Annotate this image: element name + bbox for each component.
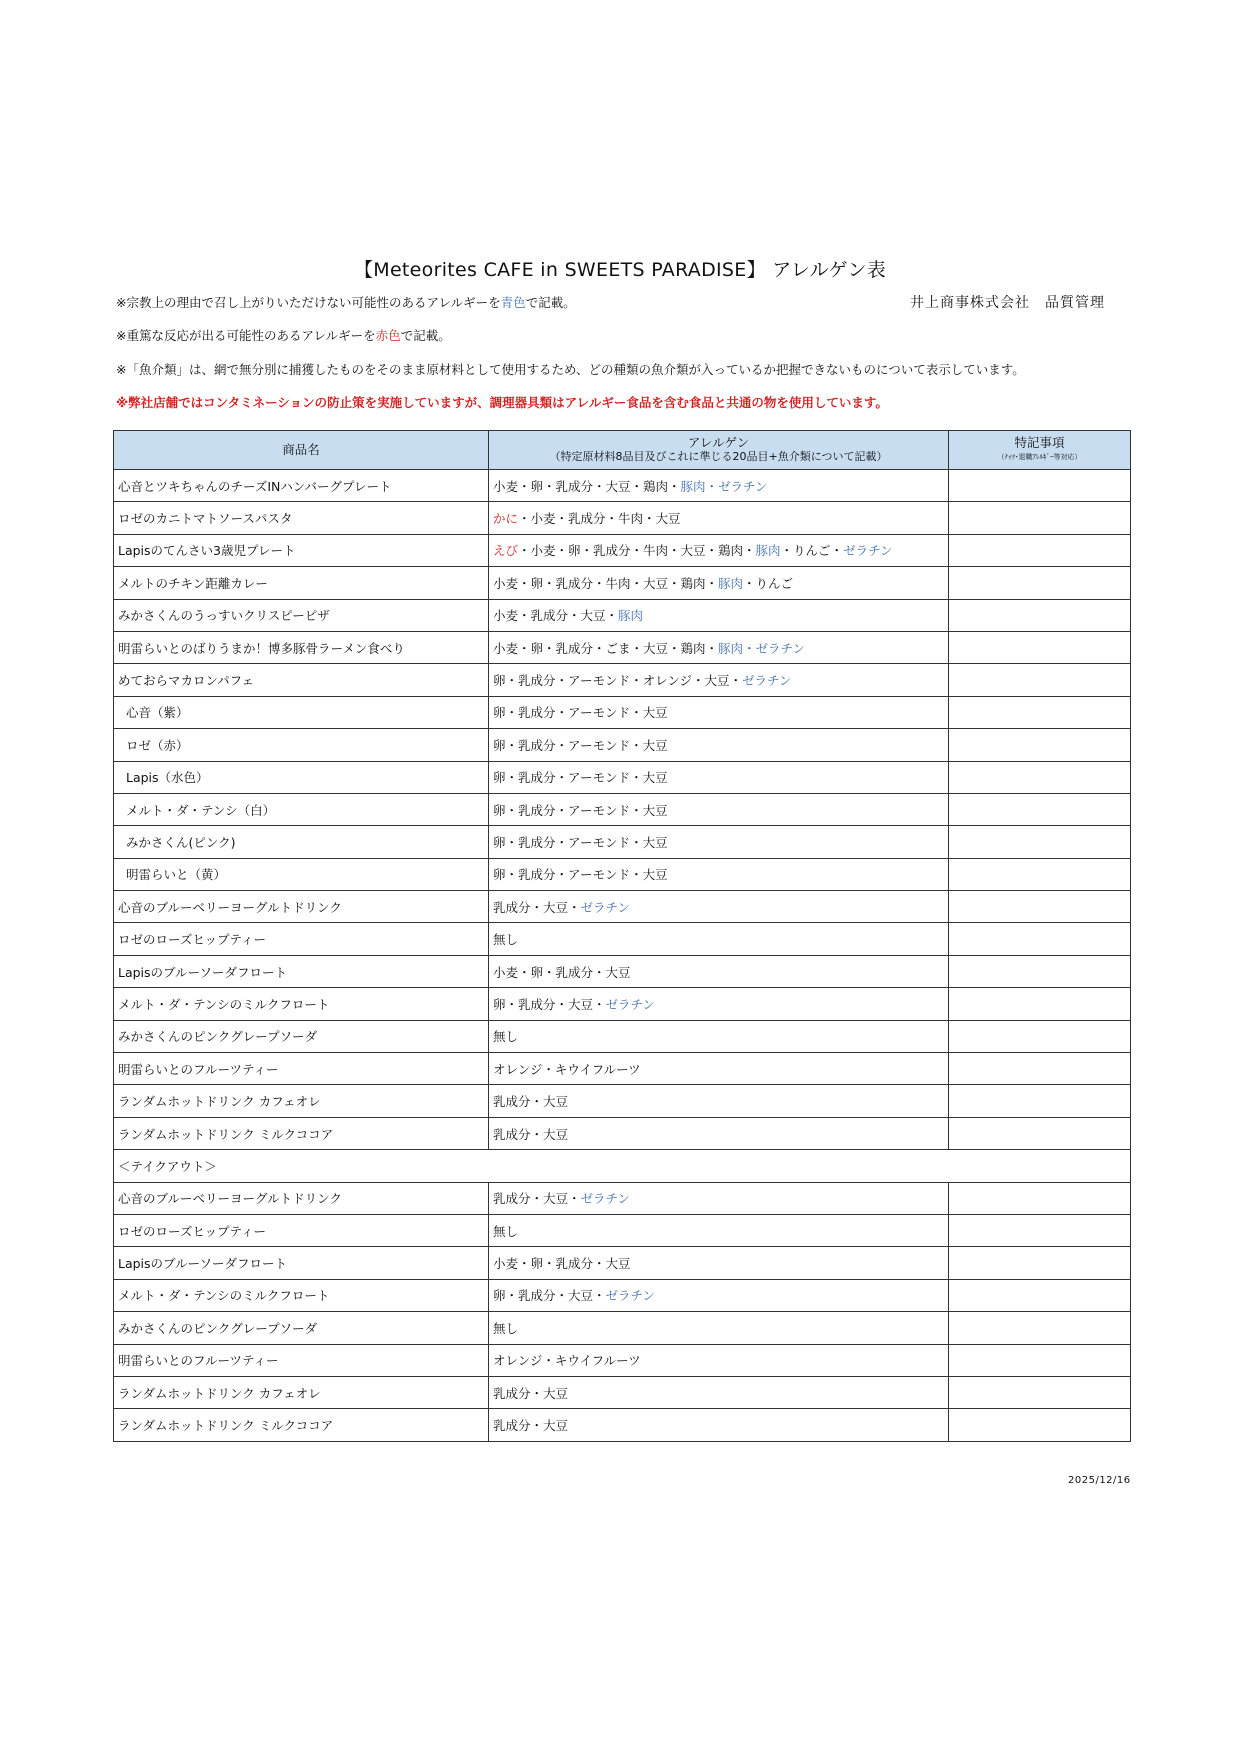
note-severe	[116, 326, 451, 344]
allergen-list	[489, 1312, 949, 1344]
remarks-cell	[949, 696, 1131, 728]
product-name: みかさくん(ピンク)	[114, 826, 489, 858]
allergen-list	[489, 534, 949, 566]
allergen-segment: 卵・乳成分・アーモンド・大豆	[493, 834, 668, 850]
table-row	[114, 1214, 1131, 1246]
allergen-segment: 豚肉・ゼラチン	[680, 478, 768, 494]
product-name: メルト・ダ・テンシ（白）	[114, 793, 489, 825]
note-contamination: ※弊社店舗ではコンタミネーションの防止策を実施していますが、調理器具類はアレルギー食品を含む食品と共通の物を使用しています。	[116, 395, 888, 410]
product-name: ランダムホットドリンク カフェオレ	[114, 1376, 489, 1408]
allergen-list	[489, 1117, 949, 1149]
table-row	[114, 631, 1131, 663]
remarks-cell	[949, 599, 1131, 631]
table-row	[114, 1085, 1131, 1117]
product-name: 心音とツキちゃんのチーズINハンバーグプレート	[114, 470, 489, 502]
table-row	[114, 729, 1131, 761]
product-name: Lapisのブルーソーダフロート	[114, 955, 489, 987]
allergen-list	[489, 761, 949, 793]
allergen-segment: 乳成分・大豆	[493, 1126, 569, 1142]
product-name: 心音のブルーベリーヨーグルトドリンク	[114, 891, 489, 923]
product-name: Lapisのてんさい3歳児プレート	[114, 534, 489, 566]
product-name: みかさくんのピンクグレープソーダ	[114, 1020, 489, 1052]
allergen-list	[489, 664, 949, 696]
note-religious-highlight: 青色	[500, 295, 526, 310]
header-product: 商品名	[114, 431, 489, 470]
remarks-cell	[949, 1279, 1131, 1311]
allergen-list	[489, 1376, 949, 1408]
allergen-segment: 無し	[493, 1223, 519, 1239]
note-religious-post: で記載。	[525, 295, 576, 310]
table-row	[114, 923, 1131, 955]
table-row	[114, 696, 1131, 728]
table-row	[114, 761, 1131, 793]
allergen-segment: 乳成分・大豆・	[493, 1191, 581, 1207]
allergen-segment: 乳成分・大豆・	[493, 899, 581, 915]
header-remarks-sub: （ﾅｯﾂ･退職ｱﾚﾙｷﾞｰ等対応）	[997, 453, 1082, 461]
allergen-list	[489, 988, 949, 1020]
note-religious	[116, 293, 576, 311]
product-name: みかさくんのピンクグレープソーダ	[114, 1312, 489, 1344]
allergen-segment: 乳成分・大豆	[493, 1385, 569, 1401]
header-remarks	[949, 431, 1131, 470]
allergen-segment: 無し	[493, 1029, 519, 1045]
allergen-segment: ゼラチン	[742, 673, 792, 689]
allergen-segment: 小麦・卵・乳成分・大豆	[493, 964, 631, 980]
allergen-list	[489, 1053, 949, 1085]
note-seafood: ※「魚介類」は、網で無分別に捕獲したものをそのまま原材料として使用するため、どの種類の魚介類が入っているか把握できないものについて表示しています。	[116, 362, 1025, 377]
page-title: 【Meteorites CAFE in SWEETS PARADISE】 アレルゲン表	[353, 259, 887, 281]
header-remarks-title: 特記事項	[1014, 435, 1065, 450]
remarks-cell	[949, 1053, 1131, 1085]
allergen-list	[489, 1214, 949, 1246]
table-row	[114, 1279, 1131, 1311]
product-name: ランダムホットドリンク カフェオレ	[114, 1085, 489, 1117]
product-name: みかさくんのうっすいクリスピーピザ	[114, 599, 489, 631]
remarks-cell	[949, 470, 1131, 502]
remarks-cell	[949, 1247, 1131, 1279]
table-row	[114, 1182, 1131, 1214]
remarks-cell	[949, 761, 1131, 793]
allergen-segment: 豚肉	[718, 575, 744, 591]
table-row	[114, 826, 1131, 858]
allergen-segment: オレンジ・キウイフルーツ	[493, 1353, 641, 1369]
remarks-cell	[949, 1409, 1131, 1441]
allergen-segment: 小麦・卵・乳成分・牛肉・大豆・鶏肉・	[493, 575, 719, 591]
product-name: Lapis（水色）	[114, 761, 489, 793]
product-name: ランダムホットドリンク ミルクココア	[114, 1117, 489, 1149]
allergen-list	[489, 955, 949, 987]
allergen-list	[489, 826, 949, 858]
allergen-table	[113, 430, 1131, 1442]
table-row	[114, 1117, 1131, 1149]
allergen-segment: かに	[493, 511, 519, 527]
allergen-segment: ゼラチン	[605, 996, 655, 1012]
allergen-segment: 卵・乳成分・大豆・	[493, 1288, 606, 1304]
remarks-cell	[949, 923, 1131, 955]
remarks-cell	[949, 664, 1131, 696]
product-name: 明雷らいと（黄）	[114, 858, 489, 890]
table-row	[114, 567, 1131, 599]
allergen-segment: ・りんご	[743, 575, 794, 591]
remarks-cell	[949, 793, 1131, 825]
table-row	[114, 470, 1131, 502]
remarks-cell	[949, 826, 1131, 858]
allergen-segment: 乳成分・大豆	[493, 1418, 569, 1434]
header-allergen-title: アレルゲン	[687, 435, 750, 450]
allergen-list	[489, 1020, 949, 1052]
allergen-segment: 乳成分・大豆	[493, 1094, 569, 1110]
product-name: ロゼのローズヒップティー	[114, 923, 489, 955]
remarks-cell	[949, 858, 1131, 890]
remarks-cell	[949, 1312, 1131, 1344]
remarks-cell	[949, 891, 1131, 923]
allergen-segment: ゼラチン	[843, 543, 893, 559]
product-name: メルトのチキン距離カレー	[114, 567, 489, 599]
allergen-list	[489, 793, 949, 825]
allergen-segment: えび	[493, 543, 519, 559]
remarks-cell	[949, 631, 1131, 663]
allergen-list	[489, 891, 949, 923]
table-row	[114, 1020, 1131, 1052]
allergen-segment: 卵・乳成分・アーモンド・大豆	[493, 737, 668, 753]
allergen-segment: 小麦・卵・乳成分・ごま・大豆・鶏肉・	[493, 640, 719, 656]
allergen-list	[489, 923, 949, 955]
table-row	[114, 534, 1131, 566]
table-row	[114, 891, 1131, 923]
table-row	[114, 664, 1131, 696]
allergen-list	[489, 858, 949, 890]
allergen-segment: 豚肉	[755, 543, 781, 559]
product-name: Lapisのブルーソーダフロート	[114, 1247, 489, 1279]
product-name: めておらマカロンパフェ	[114, 664, 489, 696]
note-religious-pre: ※宗教上の理由で召し上がりいただけない可能性のあるアレルギーを	[116, 295, 501, 310]
remarks-cell	[949, 502, 1131, 534]
takeout-section-label: ＜テイクアウト＞	[114, 1150, 1131, 1182]
remarks-cell	[949, 729, 1131, 761]
allergen-segment: 卵・乳成分・アーモンド・大豆	[493, 802, 668, 818]
product-name: 心音（紫）	[114, 696, 489, 728]
allergen-segment: 卵・乳成分・アーモンド・大豆	[493, 770, 668, 786]
table-row	[114, 599, 1131, 631]
table-row	[114, 1247, 1131, 1279]
allergen-list	[489, 567, 949, 599]
product-name: ロゼ（赤）	[114, 729, 489, 761]
remarks-cell	[949, 567, 1131, 599]
remarks-cell	[949, 1020, 1131, 1052]
allergen-segment: 小麦・乳成分・大豆・	[493, 608, 619, 624]
table-row	[114, 1344, 1131, 1376]
allergen-list	[489, 1344, 949, 1376]
allergen-list	[489, 631, 949, 663]
allergen-segment: 無し	[493, 932, 519, 948]
table-row	[114, 793, 1131, 825]
table-row	[114, 955, 1131, 987]
allergen-segment: 小麦・卵・乳成分・大豆・鶏肉・	[493, 478, 681, 494]
product-name: ロゼのカニトマトソースパスタ	[114, 502, 489, 534]
allergen-segment: 卵・乳成分・アーモンド・大豆	[493, 867, 668, 883]
remarks-cell	[949, 1182, 1131, 1214]
takeout-section-row	[114, 1150, 1131, 1182]
allergen-list	[489, 470, 949, 502]
table-row	[114, 1409, 1131, 1441]
allergen-list	[489, 1409, 949, 1441]
note-severe-post: で記載。	[400, 328, 451, 343]
allergen-segment: ・小麦・乳成分・牛肉・大豆	[518, 511, 681, 527]
allergen-segment: ゼラチン	[580, 899, 630, 915]
allergen-list	[489, 1247, 949, 1279]
header-allergen-sub: （特定原材料8品目及びこれに準じる20品目+魚介類について記載）	[549, 450, 888, 463]
allergen-list	[489, 1085, 949, 1117]
remarks-cell	[949, 534, 1131, 566]
table-row	[114, 988, 1131, 1020]
table-row	[114, 1053, 1131, 1085]
allergen-segment: オレンジ・キウイフルーツ	[493, 1061, 641, 1077]
allergen-segment: ゼラチン	[605, 1288, 655, 1304]
remarks-cell	[949, 988, 1131, 1020]
product-name: ランダムホットドリンク ミルクココア	[114, 1409, 489, 1441]
note-severe-pre: ※重篤な反応が出る可能性のあるアレルギーを	[116, 328, 376, 343]
allergen-list	[489, 729, 949, 761]
remarks-cell	[949, 1117, 1131, 1149]
allergen-segment: ゼラチン	[580, 1191, 630, 1207]
remarks-cell	[949, 1085, 1131, 1117]
date-stamp: 2025/12/16	[1068, 1475, 1131, 1486]
product-name: 明雷らいとのばりうまか！博多豚骨ラーメン食べり	[114, 631, 489, 663]
table-header-row	[114, 431, 1131, 470]
note-severe-highlight: 赤色	[375, 328, 401, 343]
product-name: メルト・ダ・テンシのミルクフロート	[114, 1279, 489, 1311]
product-name: 明雷らいとのフルーツティー	[114, 1344, 489, 1376]
allergen-segment: 小麦・卵・乳成分・大豆	[493, 1256, 631, 1272]
product-name: 明雷らいとのフルーツティー	[114, 1053, 489, 1085]
allergen-segment: 無し	[493, 1320, 519, 1336]
product-name: ロゼのローズヒップティー	[114, 1214, 489, 1246]
allergen-segment: 卵・乳成分・アーモンド・大豆	[493, 705, 668, 721]
allergen-list	[489, 696, 949, 728]
allergen-segment: 卵・乳成分・アーモンド・オレンジ・大豆・	[493, 673, 743, 689]
allergen-list	[489, 599, 949, 631]
company-name: 井上商事株式会社 品質管理	[910, 295, 1105, 311]
allergen-list	[489, 1279, 949, 1311]
allergen-segment: 卵・乳成分・大豆・	[493, 996, 606, 1012]
allergen-list	[489, 502, 949, 534]
table-row	[114, 502, 1131, 534]
allergen-segment: 豚肉	[618, 608, 644, 624]
allergen-segment: ・りんご・	[780, 543, 844, 559]
header-allergen	[489, 431, 949, 470]
remarks-cell	[949, 1376, 1131, 1408]
allergen-segment: 豚肉・ゼラチン	[718, 640, 805, 656]
allergen-list	[489, 1182, 949, 1214]
table-row	[114, 1312, 1131, 1344]
product-name: メルト・ダ・テンシのミルクフロート	[114, 988, 489, 1020]
remarks-cell	[949, 1344, 1131, 1376]
allergen-segment: ・小麦・卵・乳成分・牛肉・大豆・鶏肉・	[518, 543, 756, 559]
table-row	[114, 858, 1131, 890]
product-name: 心音のブルーベリーヨーグルトドリンク	[114, 1182, 489, 1214]
remarks-cell	[949, 1214, 1131, 1246]
remarks-cell	[949, 955, 1131, 987]
table-row	[114, 1376, 1131, 1408]
